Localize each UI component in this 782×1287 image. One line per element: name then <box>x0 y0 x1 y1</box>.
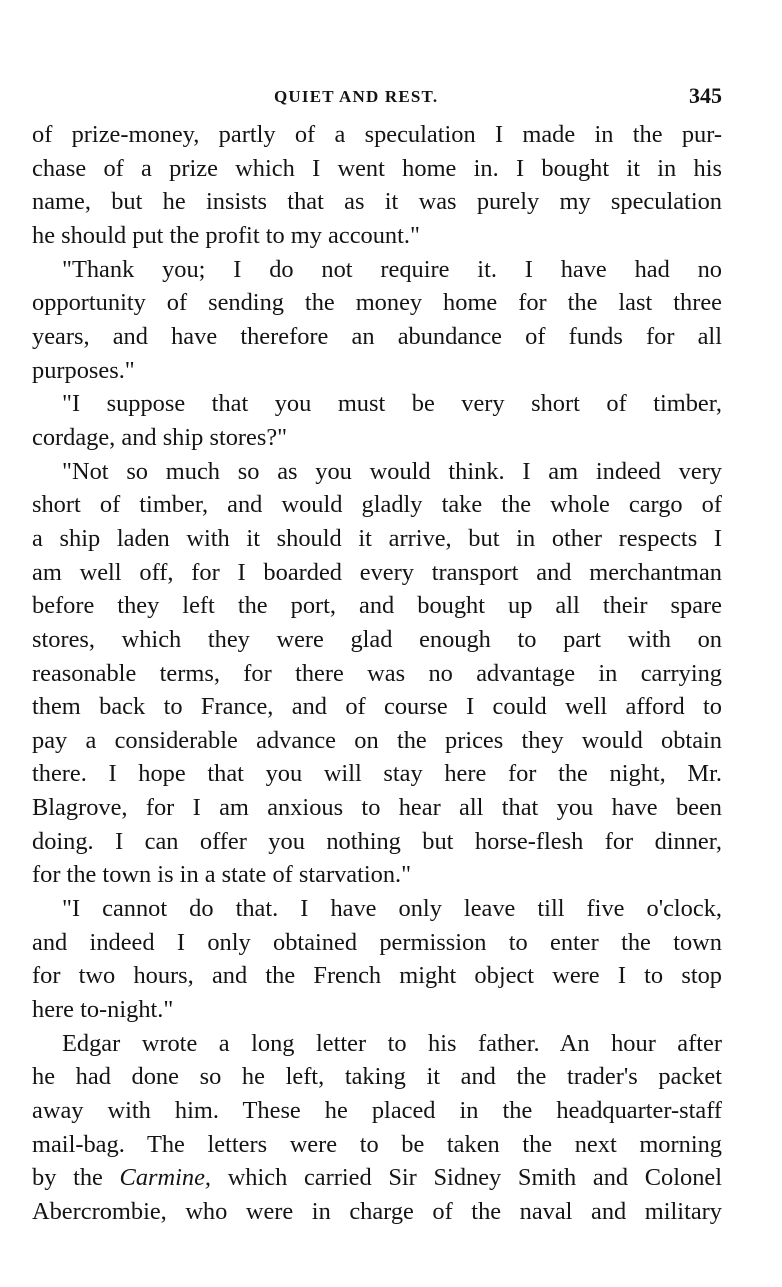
paragraph <box>32 455 722 893</box>
text-line: before they left the port, and bought up all their spare <box>32 592 722 620</box>
text-line: mail-bag. The letters were to be taken the next morning <box>32 1130 722 1158</box>
text-line: pay a considerable advance on the prices they would obtain <box>32 726 722 754</box>
text-line: am well off, for I boarded every transport and merchantman <box>32 558 722 586</box>
text-line: Edgar wrote a long letter to his father. An hour after <box>62 1029 722 1057</box>
text-line: stores, which they were glad enough to part with on <box>32 625 722 653</box>
text-line: for the town is in a state of starvation." <box>32 861 412 889</box>
text-line: here to-night." <box>32 996 174 1024</box>
text-line: there. I hope that you will stay here for the night, Mr. <box>32 760 722 788</box>
text-line: "I suppose that you must be very short of timber, <box>62 390 722 418</box>
book-page <box>32 82 722 1229</box>
paragraph <box>32 253 722 388</box>
text-line: he should put the profit to my account." <box>32 221 420 249</box>
text-line: reasonable terms, for there was no advantage in carrying <box>32 659 722 687</box>
text-line: opportunity of sending the money home for the last three <box>32 289 722 317</box>
paragraph <box>32 387 722 454</box>
text-line: them back to France, and of course I could well afford to <box>32 693 722 721</box>
text-line: Blagrove, for I am anxious to hear all that you have been <box>32 794 722 822</box>
text-line: for two hours, and the French might object were I to stop <box>32 962 722 990</box>
text-line <box>32 1161 722 1195</box>
running-title: QUIET AND REST. <box>274 87 439 106</box>
text-line: of prize-money, partly of a speculation I made in the pur- <box>32 121 722 148</box>
text-fragment: by the <box>32 1164 120 1192</box>
text-line: a ship laden with it should it arrive, but in other respects I <box>32 524 722 552</box>
text-fragment: which carried Sir Sidney Smith and Colonel <box>211 1164 722 1192</box>
paragraph <box>32 1027 722 1229</box>
text-line: away with him. These he placed in the headquarter-staff <box>32 1097 722 1125</box>
body-text <box>32 118 722 1229</box>
paragraph <box>32 118 722 253</box>
page-header <box>32 82 722 118</box>
paragraph <box>32 892 722 1027</box>
text-line: chase of a prize which I went home in. I bought it in his <box>32 154 722 182</box>
text-line: "Not so much so as you would think. I am indeed very <box>62 457 722 485</box>
text-line: cordage, and ship stores?" <box>32 423 288 451</box>
text-line: and indeed I only obtained permission to enter the town <box>32 928 722 956</box>
text-line: Abercrombie, who were in charge of the naval and military <box>32 1198 722 1225</box>
text-line: "Thank you; I do not require it. I have had no <box>62 255 722 283</box>
text-line: years, and have therefore an abundance of funds for all <box>32 322 722 350</box>
text-line: purposes." <box>32 356 135 384</box>
text-line: "I cannot do that. I have only leave till five o'clock, <box>62 895 722 923</box>
text-line: short of timber, and would gladly take the whole cargo of <box>32 491 722 519</box>
text-line: he had done so he left, taking it and the trader's packet <box>32 1063 722 1091</box>
text-line: doing. I can offer you nothing but horse-flesh for dinner, <box>32 827 722 855</box>
ship-name: Carmine, <box>119 1164 212 1192</box>
page-number: 345 <box>689 83 722 108</box>
text-line: name, but he insists that as it was purely my speculation <box>32 188 722 216</box>
